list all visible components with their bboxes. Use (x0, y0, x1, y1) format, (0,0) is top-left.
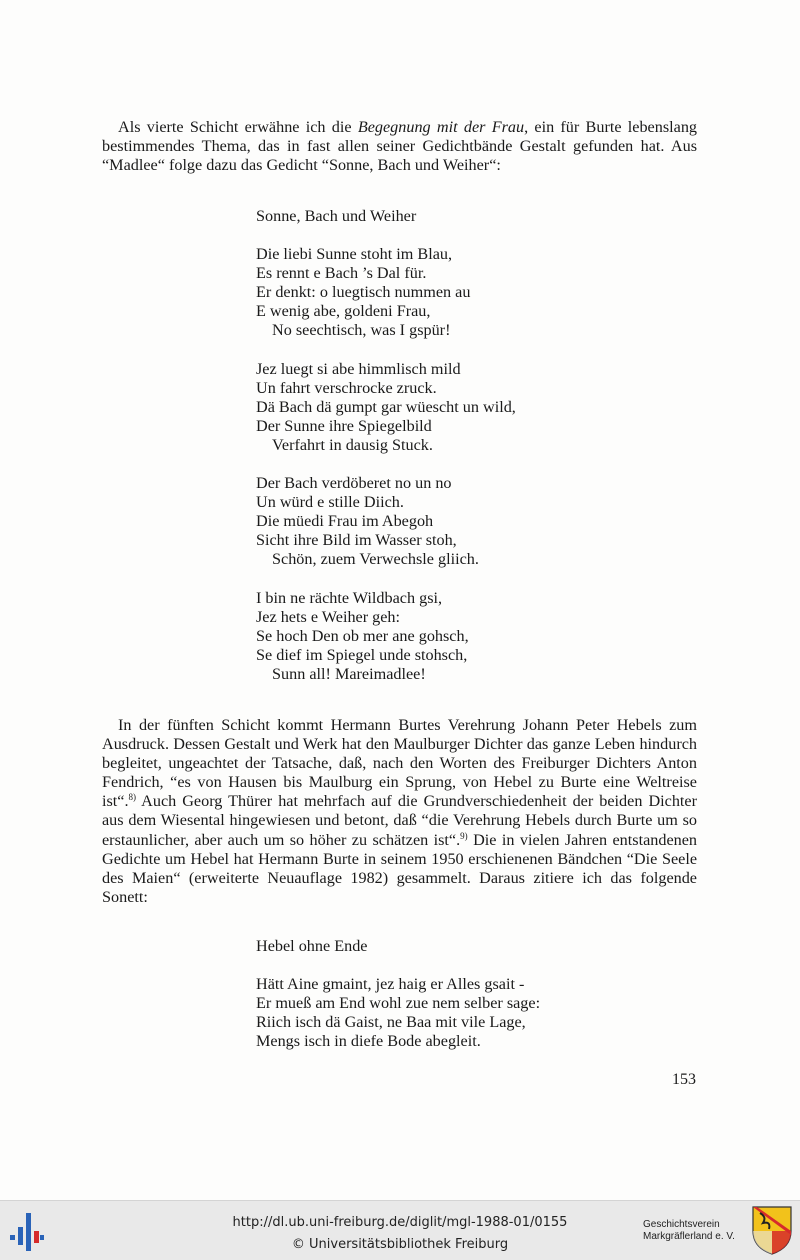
poem-line: Jez luegt si abe himmlisch mild (256, 359, 461, 378)
emphasized-text: Begegnung mit der Frau (357, 118, 525, 136)
footnote-ref: 8) (128, 792, 137, 803)
poem-stanza (256, 245, 516, 340)
poem-line: Die liebi Sunne stoht im Blau, (256, 245, 453, 264)
paragraph-intro (102, 118, 697, 175)
poem-line: I bin ne rächte Wildbach gsi, (256, 588, 443, 607)
poem-line: Verfahrt in dausig Stuck. (272, 435, 433, 454)
association-line: Geschichtsverein (643, 1219, 720, 1230)
paragraph-text: Die in vielen Jahren entstandenen Gedichte um Hebel hat Hermann Burte in seinem 1950 erschienenen Bändchen “Die Seele des Maien“ (erweiterte Neuauflage 1982) gesammelt. Daraus zitiere ich das folgende Sonett: (102, 830, 697, 906)
poem-line: E wenig abe, goldeni Frau, (256, 302, 431, 321)
poem-line: Schön, zuem Verwechsle gliich. (272, 550, 479, 569)
poem-stanza (256, 360, 516, 455)
permalink-link[interactable]: http://dl.ub.uni-freiburg.de/diglit/mgl-1988-01/0155 (232, 1215, 568, 1230)
poem-line: Die müedi Frau im Abegoh (256, 512, 434, 531)
poem-line: Er mueß am End wohl zue nem selber sage: (256, 994, 541, 1013)
paragraph-text: In der fünften Schicht kommt Hermann Burtes Verehrung Johann Peter Hebels zum Ausdruck. Dessen Gestalt und Werk hat den Maulburger Dichter das ganze Leben hindurch begleitet, ungeachtet der Tatsache, daß, nach den Worten des Freiburger Dichters Anton Fendrich, “es von Hausen bis Maulburg ein Sprung, von Hebel zu Burte eine Weltreise ist“. (102, 716, 697, 811)
page-number: 153 (672, 1071, 696, 1088)
poem-line: Es rennt e Bach ’s Dal für. (256, 264, 427, 283)
poem-line: Jez hets e Weiher geh: (256, 607, 401, 626)
viewer-footer (0, 1200, 800, 1260)
poem-stanza (256, 474, 516, 569)
paragraph-text: Auch Georg Thürer hat mehrfach auf die Grundverschiedenheit der beiden Dichter aus dem Wiesental hingewiesen und betont, daß “die Verehrung Hebels durch Burte um so erstaunlicher, aber auch um so höher zu schätzen ist“. (102, 792, 697, 849)
poem-title: Sonne, Bach und Weiher (256, 207, 417, 225)
poem-line: Sunn all! Mareimadlee! (272, 664, 426, 683)
coat-of-arms-icon[interactable] (751, 1205, 793, 1255)
association-name (643, 1219, 735, 1243)
paragraph-hebel (102, 716, 697, 907)
poem-line: Dä Bach dä gumpt gar wüescht un wild, (256, 397, 516, 416)
poem-hebel-ohne-ende (256, 937, 540, 1051)
poem-line: Mengs isch in diefe Bode abegleit. (256, 1032, 481, 1051)
poem-stanza (256, 589, 516, 684)
footnote-ref: 9) (460, 830, 468, 841)
paragraph-text: Als vierte Schicht erwähne ich die (118, 118, 358, 136)
poem-line: Sicht ihre Bild im Wasser stoh, (256, 531, 457, 550)
poem-line: Un fahrt verschrocke zruck. (256, 378, 437, 397)
poem-line: Un würd e stille Diich. (256, 493, 404, 512)
association-line: Markgräflerland e. V. (643, 1231, 735, 1242)
poem-line: No seechtisch, was I gspür! (272, 321, 451, 340)
paragraph-text: , ein für Burte lebenslang bestimmendes Thema, das in fast allen seiner Gedichtbände Gestalt gefunden hat. Aus “Madlee“ folge dazu das Gedicht “Sonne, Bach und Weiher“: (102, 118, 698, 175)
poem-sonne-bach-und-weiher (256, 207, 516, 684)
poem-line: Er denkt: o luegtisch nummen au (256, 283, 471, 302)
poem-line: Der Bach verdöberet no un no (256, 474, 452, 493)
poem-title: Hebel ohne Ende (256, 937, 368, 955)
poem-line: Riich isch dä Gaist, ne Baa mit vile Lage, (256, 1013, 526, 1032)
poem-line: Der Sunne ihre Spiegelbild (256, 416, 432, 435)
copyright-text: © Universitätsbibliothek Freiburg (291, 1237, 509, 1252)
poem-line: Se dief im Spiegel unde stohsch, (256, 645, 468, 664)
poem-line: Se hoch Den ob mer ane gohsch, (256, 626, 469, 645)
poem-line: Hätt Aine gmaint, jez haig er Alles gsait - (256, 975, 525, 994)
